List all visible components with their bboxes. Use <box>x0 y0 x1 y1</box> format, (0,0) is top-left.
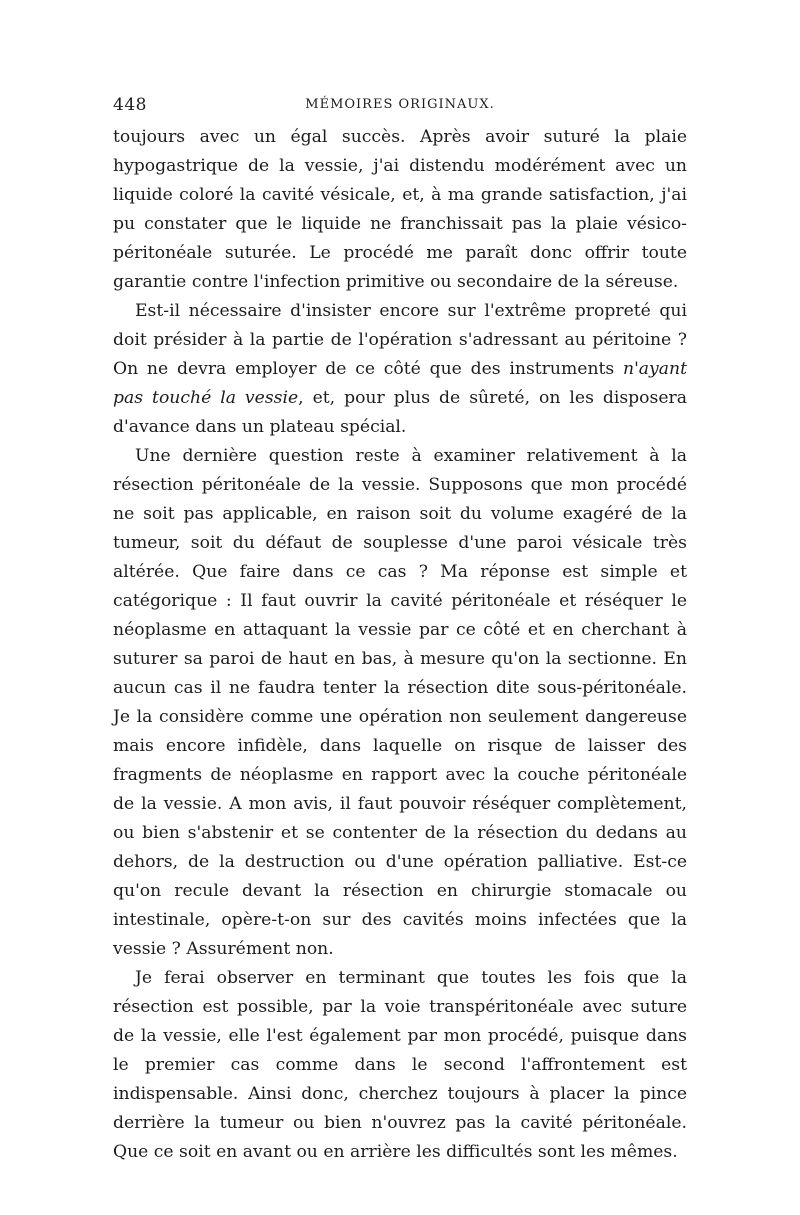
running-head: MÉMOIRES ORIGINAUX. <box>305 97 495 112</box>
paragraph-3: Une dernière question reste à examiner relativement à la résection péritonéale de la vessie. Supposons que mon procédé ne soit pas applicable, en raison soit du volume exagéré de la tumeur, soit du défaut de souplesse d'une paroi vésicale très altérée. Que faire dans ce cas ? Ma réponse est simple et catégorique : Il faut ouvrir la cavité péritonéale et réséquer le néoplasme en attaquant la vessie par ce côté et en cherchant à suturer sa paroi de haut en bas, à mesure qu'on la sectionne. En aucun cas il ne faudra tenter la résection dite sous-péritonéale. Je la considère comme une opération non seulement dangereuse mais encore infidèle, dans laquelle on risque de laisser des fragments de néoplasme en rapport avec la couche péritonéale de la vessie. A mon avis, il faut pouvoir réséquer complètement, ou bien s'abstenir et se contenter de la résection du dedans au dehors, de la destruction ou d'une opération palliative. Est-ce qu'on recule devant la résection en chirurgie stomacale ou intestinale, opère-t-on sur des cavités moins infectées que la vessie ? Assurément non. <box>113 446 687 959</box>
body-text <box>113 123 687 1167</box>
page-number: 448 <box>113 95 147 115</box>
book-page <box>113 95 687 1167</box>
page-header <box>113 95 687 123</box>
paragraph-2-emphasis: n'ayant pas touché la vessie <box>113 359 687 408</box>
paragraph-1: toujours avec un égal succès. Après avoir suturé la plaie hypogastrique de la vessie, j'ai distendu modérément avec un liquide coloré la cavité vésicale, et, à ma grande satisfaction, j'ai pu constater que le liquide ne franchissait pas la plaie vésico-péritonéale suturée. Le procédé me paraît donc offrir toute garantie contre l'infection primitive ou secondaire de la séreuse. <box>113 127 687 292</box>
paragraph-2-after: , et, pour plus de sûreté, on les disposera d'avance dans un plateau spécial. <box>113 388 687 437</box>
paragraph-2 <box>113 297 687 442</box>
paragraph-4: Je ferai observer en terminant que toutes les fois que la résection est possible, par la voie transpéritonéale avec suture de la vessie, elle l'est également par mon procédé, puisque dans le premier cas comme dans le second l'affrontement est indispensable. Ainsi donc, cherchez toujours à placer la pince derrière la tumeur ou bien n'ouvrez pas la cavité péritonéale. Que ce soit en avant ou en arrière les difficultés sont les mêmes. <box>113 968 687 1162</box>
paragraph-2-before: Est-il nécessaire d'insister encore sur l'extrême propreté qui doit présider à la partie de l'opération s'adressant au péritoine ? On ne devra employer de ce côté que des instruments <box>113 301 687 379</box>
